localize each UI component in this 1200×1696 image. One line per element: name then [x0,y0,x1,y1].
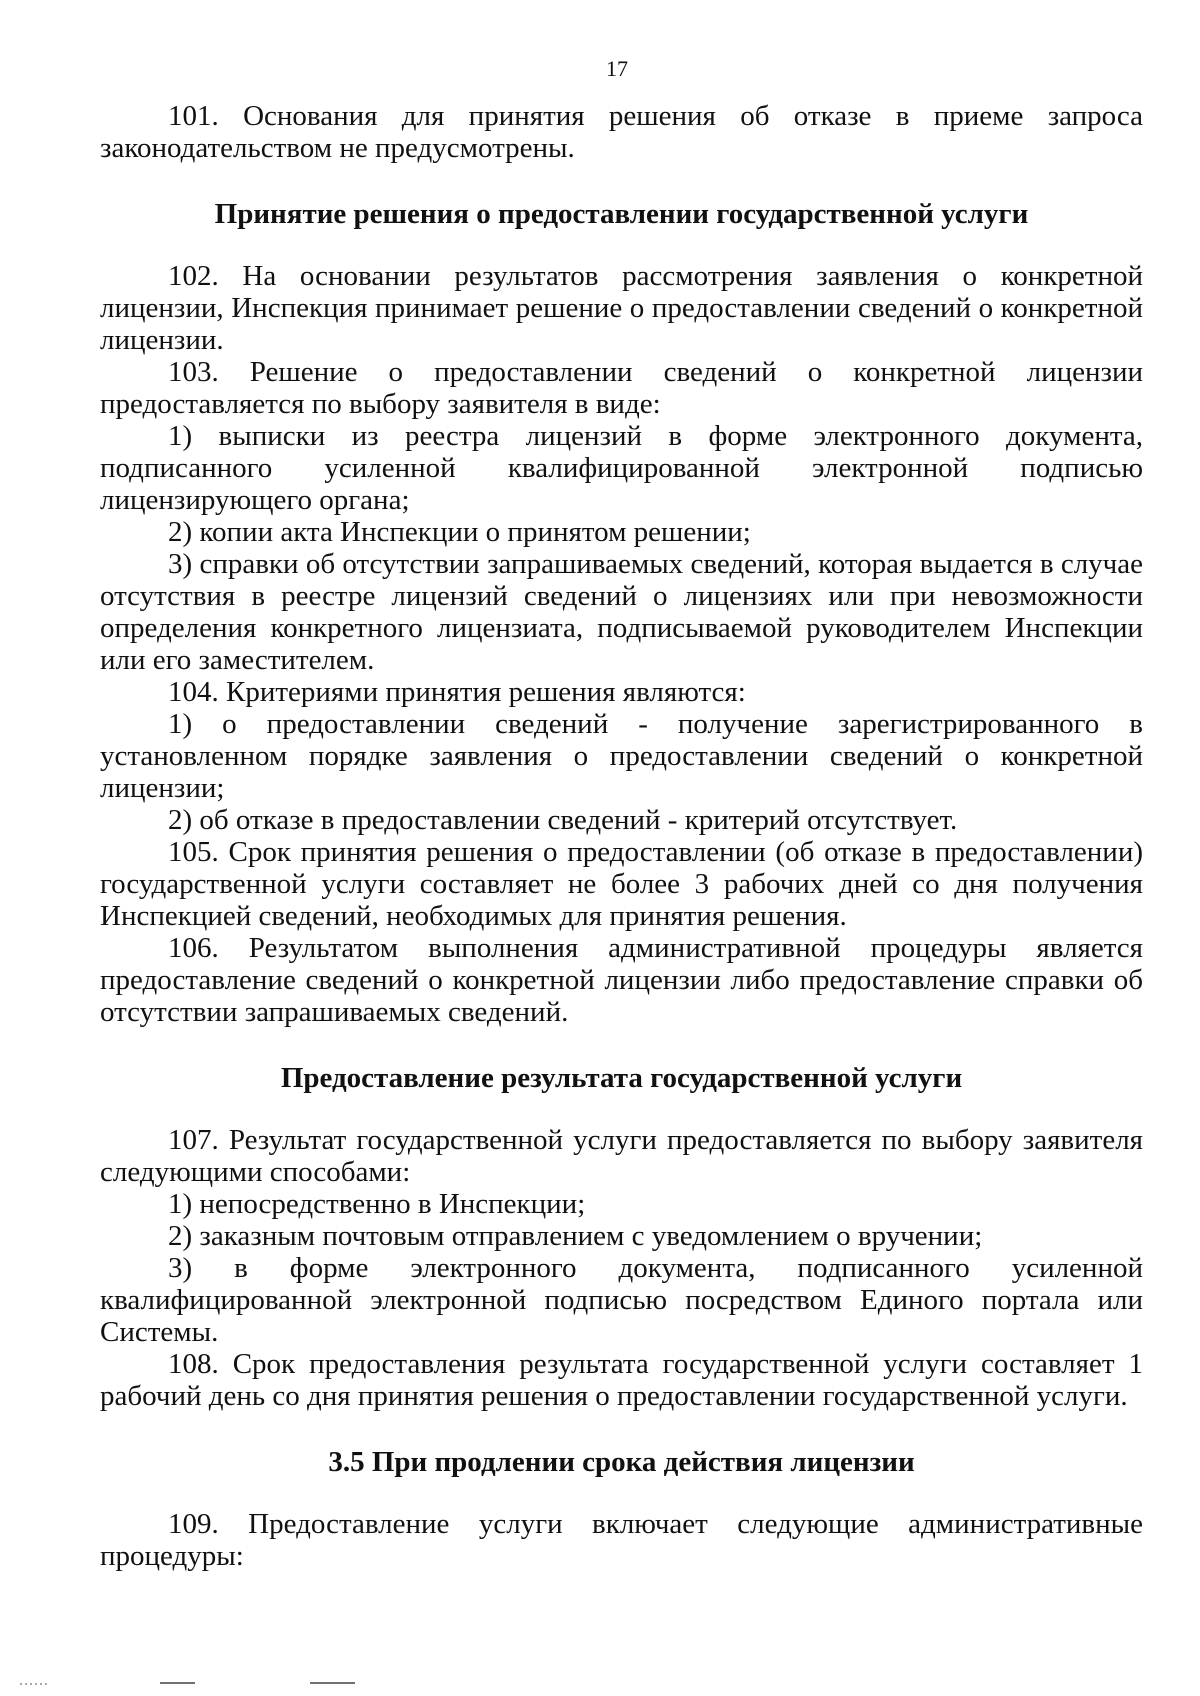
paragraph-105: 105. Срок принятия решения о предоставлении (об отказе в предоставлении) государственной услуги составляет не более 3 рабочих дней со дня получения Инспекцией сведений, необходимых для принятия решения. [100,836,1143,932]
paragraph-104: 104. Критериями принятия решения являются: [168,676,746,708]
paragraph-109: 109. Предоставление услуги включает следующие административные процедуры: [100,1508,1143,1572]
list-item-103-2: 2) копии акта Инспекции о принятом решении; [168,516,751,548]
page-number: 17 [606,56,628,81]
list-item-103-1: 1) выписки из реестра лицензий в форме электронного документа, подписанного усиленной квалифицированной электронной подписью лицензирующего органа; [100,420,1143,516]
paragraph-102: 102. На основании результатов рассмотрения заявления о конкретной лицензии, Инспекция принимает решение о предоставлении сведений о конкретной лицензии. [100,260,1143,356]
scan-artifact-marks [20,1680,360,1688]
list-item-103-3: 3) справки об отсутствии запрашиваемых сведений, которая выдается в случае отсутствия в реестре лицензий сведений о лицензиях или при невозможности определения конкретного лицензиата, подписываемой руководителем Инспекции или его заместителем. [100,548,1143,676]
paragraph-107: 107. Результат государственной услуги предоставляется по выбору заявителя следующими способами: [100,1124,1143,1188]
section-heading-result: Предоставление результата государственной услуги [280,1062,963,1094]
paragraph-103: 103. Решение о предоставлении сведений о конкретной лицензии предоставляется по выбору заявителя в виде: [100,356,1143,420]
list-item-107-3: 3) в форме электронного документа, подписанного усиленной квалифицированной электронной подписью посредством Единого портала или Системы. [100,1252,1143,1348]
section-heading-3-5: 3.5 При продлении срока действия лицензии [328,1446,915,1478]
paragraph-101: 101. Основания для принятия решения об отказе в приеме запроса законодательством не предусмотрены. [100,100,1143,164]
paragraph-108: 108. Срок предоставления результата государственной услуги составляет 1 рабочий день со дня принятия решения о предоставлении государственной услуги. [100,1348,1143,1412]
list-item-104-1: 1) о предоставлении сведений - получение зарегистрированного в установленном порядке заявления о предоставлении сведений о конкретной лицензии; [100,708,1143,804]
section-heading-decision: Принятие решения о предоставлении государственной услуги [214,198,1029,230]
list-item-107-1: 1) непосредственно в Инспекции; [168,1188,586,1220]
paragraph-106: 106. Результатом выполнения административной процедуры является предоставление сведений о конкретной лицензии либо предоставление справки об отсутствии запрашиваемых сведений. [100,932,1143,1028]
list-item-104-2: 2) об отказе в предоставлении сведений - критерий отсутствует. [168,804,958,836]
document-body [100,100,1143,1572]
list-item-107-2: 2) заказным почтовым отправлением с уведомлением о вручении; [168,1220,983,1252]
